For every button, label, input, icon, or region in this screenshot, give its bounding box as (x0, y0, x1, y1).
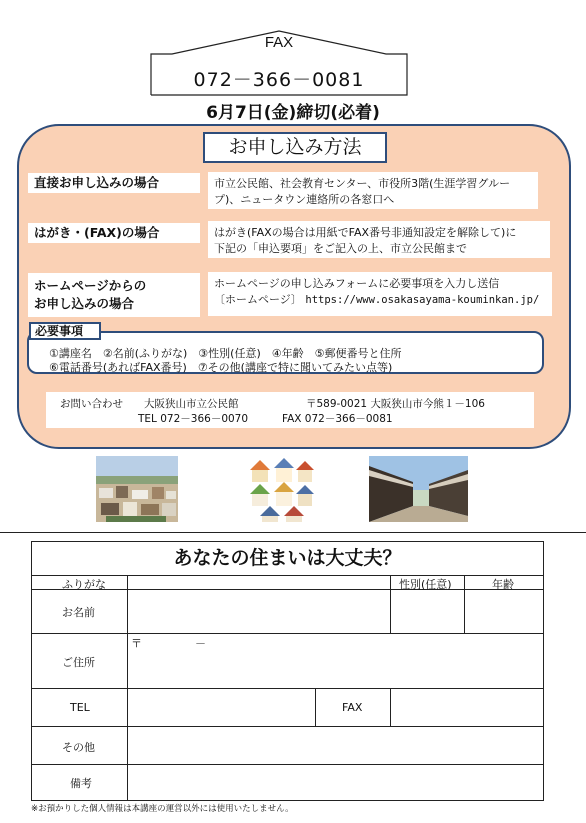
homepage-url-link[interactable]: https://www.osakasayama-kouminkan.jp/ (305, 294, 540, 306)
tel-field[interactable] (128, 689, 315, 726)
web-apply-text-line1: ホームページの申し込みフォームに必要事項を入力し送信 (214, 277, 500, 290)
web-apply-label-line1: ホームページからの (34, 278, 147, 293)
remarks-label: 備考 (70, 777, 92, 790)
privacy-disclaimer: ※お預かりした個人情報は本講座の運営以外には使用いたしません。 (31, 804, 294, 814)
requirements-title: 必要事項 (29, 322, 101, 340)
age-label: 年齢 (492, 578, 514, 591)
fax-field-label: FAX (342, 701, 363, 714)
direct-apply-label: 直接お申し込みの場合 (28, 173, 200, 193)
web-apply-text (208, 272, 552, 316)
contact-box (46, 392, 534, 428)
furigana-field[interactable] (128, 576, 390, 589)
fax-header (150, 30, 408, 96)
form-divider (315, 688, 316, 726)
town-photo (96, 456, 178, 522)
contact-tel: TEL 072－366－0070 (138, 413, 249, 425)
gender-field[interactable] (391, 590, 464, 633)
fax-label: FAX (264, 34, 294, 51)
postcard-fax-text-line1: はがき(FAXの場合は用紙でFAX番号非通知設定を解除して)に (214, 226, 517, 239)
cut-line (0, 532, 586, 533)
postcard-fax-label: はがき・(FAX)の場合 (28, 223, 200, 243)
houses-illustration (246, 456, 316, 522)
age-field[interactable] (465, 590, 544, 633)
fax-number: 072－366－0081 (193, 69, 365, 91)
address-label: ご住所 (62, 656, 95, 669)
remarks-field[interactable] (128, 765, 544, 801)
postal-dash: － (195, 637, 206, 650)
direct-apply-text-line1: 市立公民館、社会教育センター、市役所3階(生涯学習グルー (214, 177, 511, 190)
web-apply-label (28, 273, 200, 317)
web-apply-label-line2: お申し込みの場合 (34, 296, 135, 311)
address-field[interactable] (128, 634, 544, 688)
form-title: あなたの住まいは大丈夫？ (173, 547, 402, 569)
postal-mark: 〒 (131, 637, 142, 650)
furigana-label: ふりがな (62, 578, 106, 591)
old-street-photo (369, 456, 468, 522)
contact-fax: FAX 072－366－0081 (282, 413, 393, 425)
direct-apply-text-line2: プ)、ニュータウン連絡所の各窓口へ (214, 193, 395, 206)
application-method-title: お申し込み方法 (203, 132, 387, 163)
contact-label: お問い合わせ (60, 398, 123, 410)
postcard-fax-text (208, 221, 550, 258)
postcard-fax-text-line2: 下記の「申込要項」をご記入の上、市立公民館まで (214, 242, 467, 255)
name-label: お名前 (62, 606, 95, 619)
other-field[interactable] (128, 727, 544, 764)
requirements-line1: ①講座名 ②名前(ふりがな) ③性別(任意) ④年齢 ⑤郵便番号と住所 (49, 347, 402, 360)
contact-address: 〒589-0021 大阪狭山市今熊１－106 (306, 398, 485, 410)
requirements-line2: ⑥電話番号(あればFAX番号) ⑦その他(講座で特に聞いてみたい点等) (49, 361, 393, 374)
other-label: その他 (62, 741, 95, 754)
direct-apply-text (208, 172, 538, 209)
web-apply-text-line2 (214, 292, 546, 308)
fax-field[interactable] (391, 689, 544, 726)
deadline: 6月7日(金)締切(必着) (206, 103, 380, 123)
tel-label: TEL (70, 701, 90, 714)
name-field[interactable] (128, 590, 390, 633)
gender-label: 性別(任意) (399, 578, 452, 591)
contact-org: 大阪狭山市立公民館 (144, 398, 239, 410)
homepage-label: 〔ホームページ〕 (214, 293, 302, 306)
